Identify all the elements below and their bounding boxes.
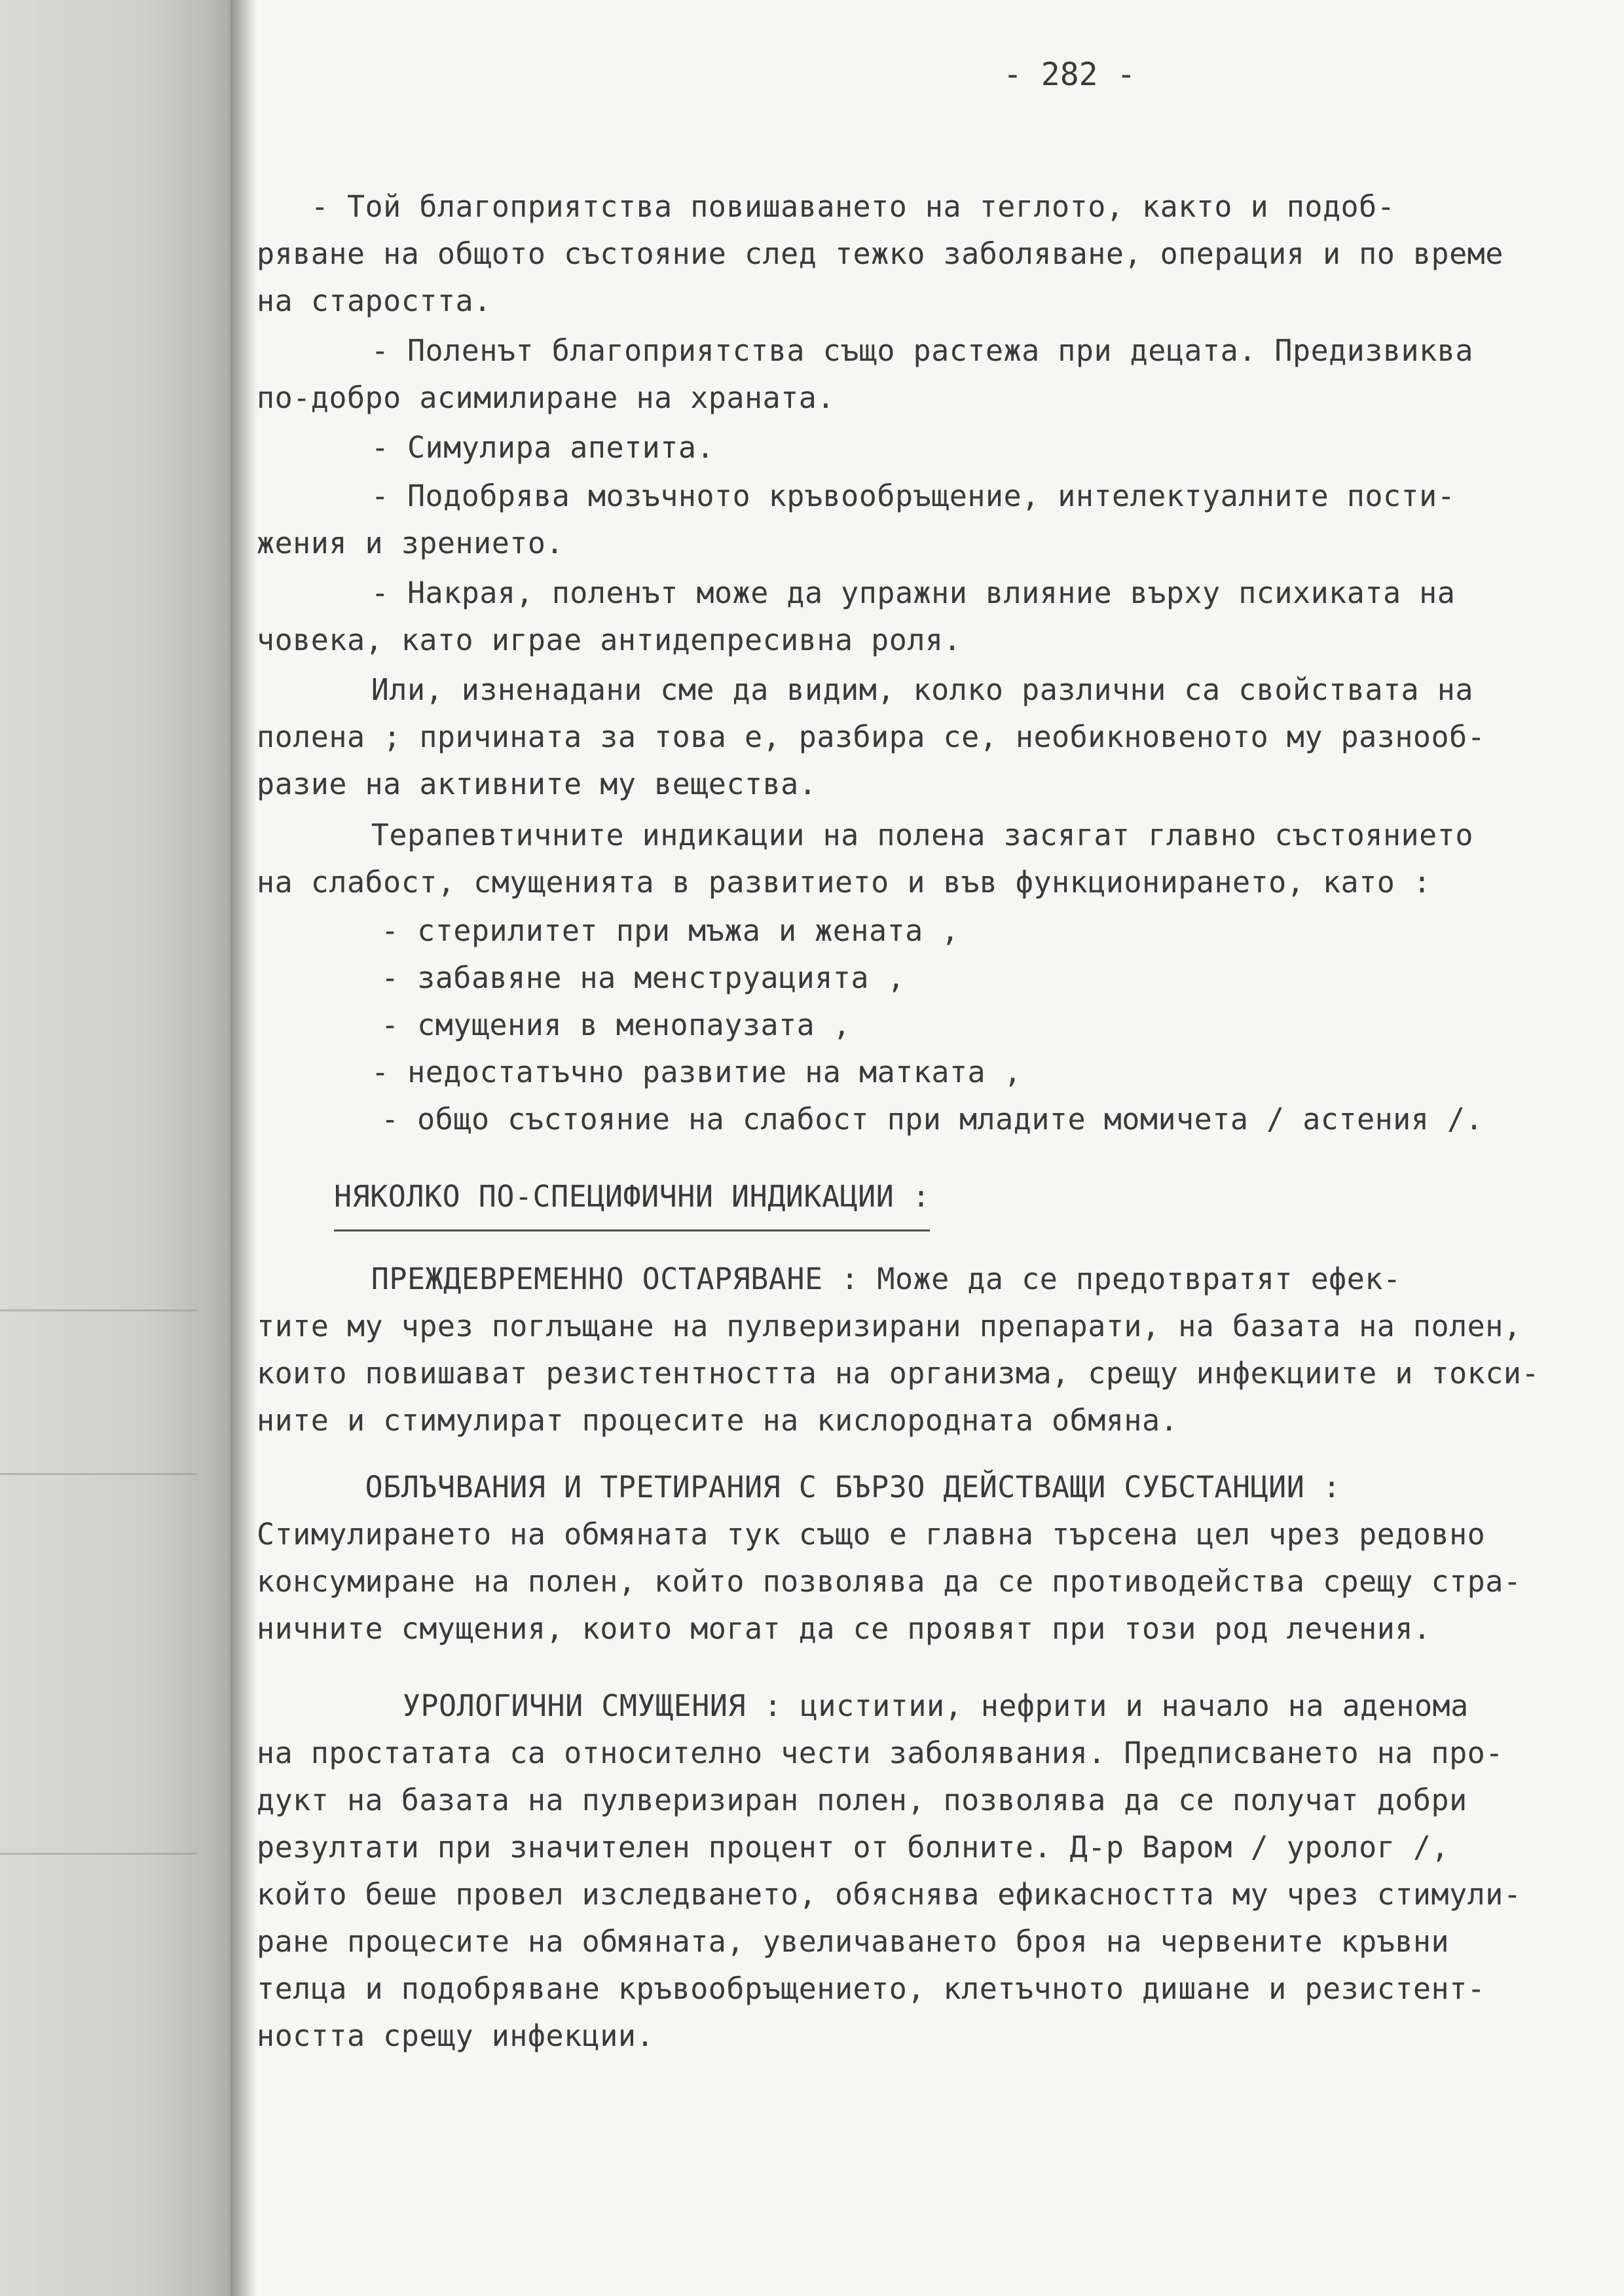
text-line: телца и подобряване кръвообръщението, клетъчното дишане и резистент- (257, 1971, 1486, 2006)
text-line: на старостта. (257, 283, 492, 318)
text-line: ряване на общото състояние след тежко заболяване, операция и по време (257, 236, 1504, 271)
text-line: ността срещу инфекции. (257, 2018, 655, 2053)
list-item: - смущения в менопаузата , (381, 1008, 851, 1042)
text-line: ните и стимулират процесите на кислородната обмяна. (257, 1403, 1179, 1438)
text-line: Или, изненадани сме да видим, колко различни са свойствата на (317, 672, 1473, 707)
text-line: тите му чрез поглъщане на пулверизирани препарати, на базата на полен, (257, 1309, 1522, 1343)
text-line: - Накрая, поленът може да упражни влияние върху психиката на (317, 575, 1456, 610)
text-line: ничните смущения, които могат да се проявят при този род лечения. (257, 1611, 1431, 1646)
bleed-through-rule (0, 1853, 196, 1855)
text-line: - Поленът благоприятства също растежа при децата. Предизвиква (317, 333, 1473, 368)
text-line: УРОЛОГИЧНИ СМУЩЕНИЯ : циститии, нефрити и начало на аденома (348, 1688, 1469, 1723)
text-line: консумиране на полен, който позволява да се противодейства срещу стра- (257, 1564, 1522, 1599)
text-line: полена ; причината за това е, разбира се, необикновеното му разнооб- (257, 720, 1486, 754)
list-item: - общо състояние на слабост при младите момичета / астения /. (381, 1102, 1484, 1137)
list-item: - недостатъчно развитие на матката , (371, 1055, 1022, 1089)
text-line: на слабост, смущенията в развитието и във функционирането, като : (257, 865, 1431, 900)
text-line: който беше провел изследването, обяснява ефикасността му чрез стимули- (257, 1877, 1522, 1912)
text-line: разие на активните му вещества. (257, 767, 817, 801)
text-line: на простатата са относително чести заболявания. Предписването на про- (257, 1736, 1504, 1770)
text-line: ПРЕЖДЕВРЕМЕННО ОСТАРЯВАНЕ : Може да се предотвратят ефек- (317, 1262, 1401, 1296)
text-line: - Симулира апетита. (317, 430, 715, 465)
book-gutter-shadow (231, 0, 257, 2296)
list-item: - стерилитет при мъжа и жената , (381, 913, 959, 948)
document-page (257, 0, 1624, 2296)
heading-underline (334, 1230, 930, 1231)
page-number: - 282 - (1003, 56, 1136, 93)
text-line: резултати при значителен процент от болните. Д-р Варом / уролог /, (257, 1830, 1450, 1865)
bleed-through-rule (0, 1473, 196, 1475)
text-line: Стимулирането на обмяната тук също е главна търсена цел чрез редовно (257, 1517, 1486, 1552)
text-line: - Подобрява мозъчното кръвообръщение, интелектуалните пости- (317, 479, 1456, 513)
text-line: жения и зрението. (257, 526, 564, 560)
text-line: - Той благоприятства повишаването на теглото, както и подоб- (257, 189, 1395, 224)
text-line: по-добро асимилиране на храната. (257, 380, 835, 415)
facing-page-edge (0, 0, 244, 2296)
text-line: ране процесите на обмяната, увеличаването броя на червените кръвни (257, 1924, 1450, 1959)
bleed-through-rule (0, 1309, 196, 1311)
text-line: ОБЛЪЧВАНИЯ И ТРЕТИРАНИЯ С БЪРЗО ДЕЙСТВАЩИ СУБСТАНЦИИ : (257, 1470, 1341, 1504)
list-item: - забавяне на менструацията , (381, 960, 906, 995)
section-heading: НЯКОЛКО ПО-СПЕЦИФИЧНИ ИНДИКАЦИИ : (334, 1179, 931, 1214)
text-line: дукт на базата на пулверизиран полен, позволява да се получат добри (257, 1783, 1467, 1817)
text-line: Терапевтичните индикации на полена засягат главно състоянието (317, 818, 1473, 852)
text-line: човека, като играе антидепресивна роля. (257, 623, 962, 657)
text-line: които повишават резистентността на организма, срещу инфекциите и токси- (257, 1356, 1540, 1391)
